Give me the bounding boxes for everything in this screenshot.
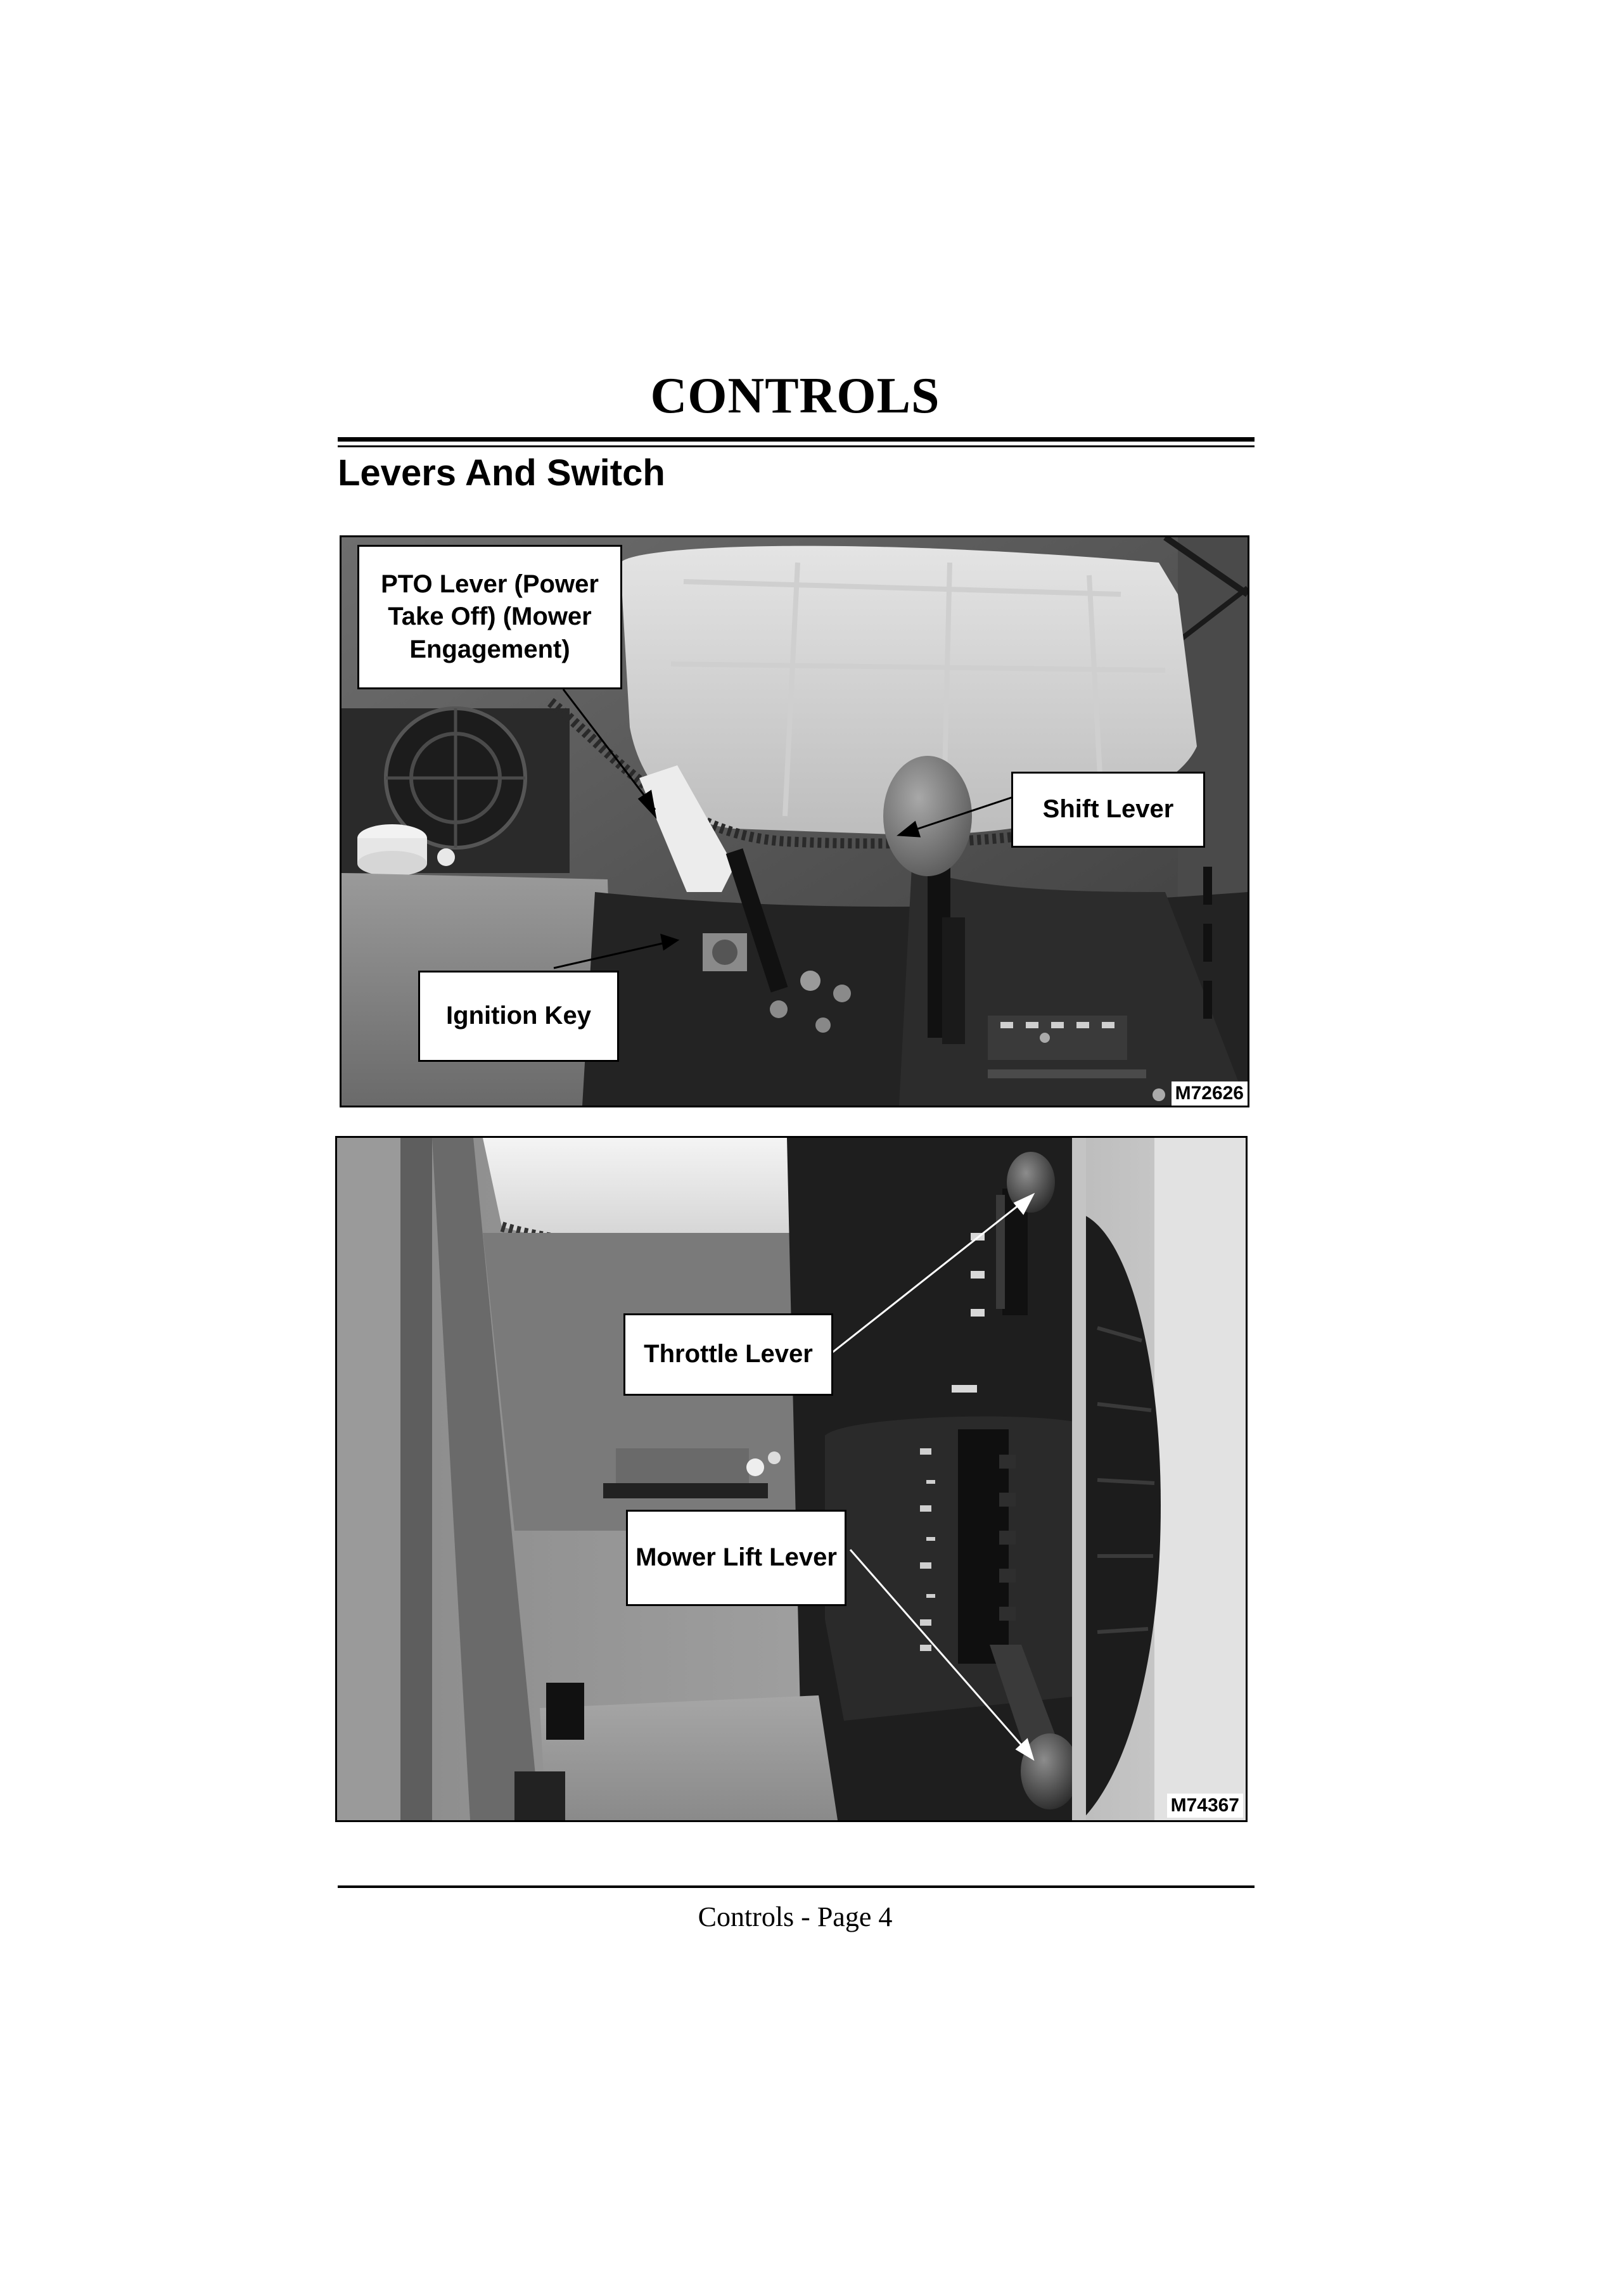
title-rule-thick (338, 437, 1255, 442)
title-rule-thin (338, 445, 1255, 447)
callout-throttle-lever: Throttle Lever (623, 1313, 833, 1396)
callout-shift-lever: Shift Lever (1011, 772, 1205, 848)
figure-1-code: M72626 (1172, 1081, 1248, 1106)
callout-mower-lift-lever: Mower Lift Lever (626, 1510, 846, 1606)
page-title: CONTROLS (650, 368, 940, 424)
footer-rule (338, 1885, 1255, 1888)
callout-ignition-key: Ignition Key (418, 971, 619, 1062)
figure-1 (340, 535, 1249, 1107)
callout-pto-lever: PTO Lever (Power Take Off) (Mower Engagement) (357, 545, 622, 689)
figure-2-photo (337, 1138, 1246, 1820)
figure-2-code: M74367 (1167, 1794, 1243, 1818)
page-footer: Controls - Page 4 (698, 1901, 893, 1932)
section-heading: Levers And Switch (338, 452, 665, 494)
figure-2 (335, 1136, 1248, 1822)
